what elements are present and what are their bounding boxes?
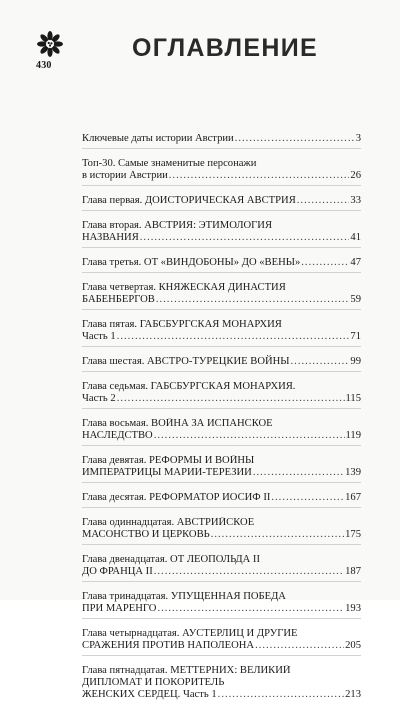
toc-entry[interactable]	[82, 319, 361, 347]
toc-entry-title-line: Глава шестая. АВСТРО-ТУРЕЦКИЕ ВОЙНЫ	[82, 356, 290, 367]
toc-page-ref: 187	[345, 566, 361, 577]
dot-leader	[117, 331, 350, 343]
toc-page-ref: 99	[350, 356, 361, 367]
toc-entry-last-line	[82, 640, 361, 652]
toc-entry-title-line: Глава вторая. АВСТРИЯ: ЭТИМОЛОГИЯ	[82, 220, 273, 231]
toc-page-ref: 193	[345, 603, 361, 614]
toc-entry-last-line	[82, 195, 361, 207]
toc-entry-last-line	[82, 566, 361, 578]
toc-entry-title-line: НАЗВАНИЯ	[82, 232, 139, 243]
toc-entry-last-line	[82, 603, 361, 615]
edelweiss-flower-icon	[36, 30, 64, 58]
toc-entry-title-line: Глава тринадцатая. УПУЩЕННАЯ ПОБЕДА	[82, 591, 286, 602]
toc-entry-title-line: ДИПЛОМАТ И ПОКОРИТЕЛЬ	[82, 677, 225, 688]
toc-entry-title-line: Глава четырнадцатая. АУСТЕРЛИЦ И ДРУГИЕ	[82, 628, 298, 639]
dot-leader	[291, 356, 350, 368]
dot-leader	[169, 170, 350, 182]
toc-entry-title-line: Ключевые даты истории Австрии	[82, 133, 234, 144]
toc-entry[interactable]	[82, 220, 361, 248]
toc-entry-title-line: СРАЖЕНИЯ ПРОТИВ НАПОЛЕОНА	[82, 640, 255, 651]
toc-entry[interactable]	[82, 554, 361, 582]
toc-entry-title-line: Глава двенадцатая. ОТ ЛЕОПОЛЬДА II	[82, 554, 260, 565]
toc-entry[interactable]	[82, 591, 361, 619]
dot-leader	[253, 467, 344, 479]
page-title: ОГЛАВЛЕНИЕ	[132, 34, 318, 62]
toc-entry-title-line: Глава первая. ДОИСТОРИЧЕСКАЯ АВСТРИЯ	[82, 195, 296, 206]
toc-entry-title-line: Глава пятая. ГАБСБУРГСКАЯ МОНАРХИЯ	[82, 319, 282, 330]
toc-entry-title-line: ПРИ МАРЕНГО	[82, 603, 157, 614]
toc-entry-title-line: Глава девятая. РЕФОРМЫ И ВОЙНЫ	[82, 455, 255, 466]
toc-entry-title-line: БАБЕНБЕРГОВ	[82, 294, 155, 305]
toc-page-ref: 213	[345, 689, 361, 700]
toc-page-ref: 47	[350, 257, 361, 268]
toc-page-ref: 3	[355, 133, 361, 144]
toc-page-ref: 26	[350, 170, 361, 181]
toc-entry[interactable]	[82, 455, 361, 483]
toc-entry-title-line: НАСЛЕДСТВО	[82, 430, 153, 441]
dot-leader	[235, 133, 355, 145]
toc-entry-last-line	[82, 294, 361, 306]
toc-entry-title-line: Глава четвертая. КНЯЖЕСКАЯ ДИНАСТИЯ	[82, 282, 286, 293]
toc-entry-last-line	[82, 257, 361, 269]
toc-page-ref: 33	[350, 195, 361, 206]
toc-entry[interactable]	[82, 195, 361, 211]
toc-page-ref: 59	[350, 294, 361, 305]
toc-entry-last-line	[82, 331, 361, 343]
page-number: 430	[36, 60, 52, 71]
toc-entry-title-line: Глава седьмая. ГАБСБУРГСКАЯ МОНАРХИЯ.	[82, 381, 296, 392]
dot-leader	[154, 430, 345, 442]
dot-leader	[301, 257, 349, 269]
toc-entry-title-line: ИМПЕРАТРИЦЫ МАРИИ-ТЕРЕЗИИ	[82, 467, 252, 478]
toc-page-ref: 71	[350, 331, 361, 342]
toc-page-ref: 115	[345, 393, 361, 404]
dot-leader	[297, 195, 350, 207]
toc-entry-last-line	[82, 393, 361, 405]
toc-entry[interactable]	[82, 158, 361, 186]
toc-page-ref: 175	[345, 529, 361, 540]
toc-entry-title-line: Глава пятнадцатая. МЕТТЕРНИХ: ВЕЛИКИЙ	[82, 665, 291, 676]
toc-entry-title-line: Часть 2	[82, 393, 116, 404]
toc-entry[interactable]	[82, 133, 361, 149]
toc-page-ref: 119	[345, 430, 361, 441]
toc-entry-title-line: Глава третья. ОТ «ВИНДОБОНЫ» ДО «ВЕНЫ»	[82, 257, 301, 268]
toc-entry-last-line	[82, 689, 361, 701]
toc-entry[interactable]	[82, 257, 361, 273]
toc-entry-title-line: ДО ФРАНЦА II	[82, 566, 153, 577]
toc-page-ref: 205	[345, 640, 361, 651]
toc-entry[interactable]	[82, 665, 361, 704]
dot-leader	[156, 294, 350, 306]
toc-page-ref: 167	[345, 492, 361, 503]
dot-leader	[157, 603, 344, 615]
dot-leader	[154, 566, 344, 578]
toc-entry-title-line: МАСОНСТВО И ЦЕРКОВЬ	[82, 529, 210, 540]
toc-entry[interactable]	[82, 517, 361, 545]
toc-entry-title-line: в истории Австрии	[82, 170, 168, 181]
toc-page-ref: 139	[345, 467, 361, 478]
toc-entry-last-line	[82, 133, 361, 145]
dot-leader	[140, 232, 350, 244]
toc-page-ref: 41	[350, 232, 361, 243]
toc-entry-last-line	[82, 170, 361, 182]
toc-entry-title-line: Глава десятая. РЕФОРМАТОР ИОСИФ II	[82, 492, 271, 503]
toc-entry[interactable]	[82, 418, 361, 446]
toc-entry-title-line: Топ-30. Самые знаменитые персонажи	[82, 158, 257, 169]
toc-entry[interactable]	[82, 381, 361, 409]
dot-leader	[271, 492, 344, 504]
toc-entry[interactable]	[82, 282, 361, 310]
toc-entry-last-line	[82, 430, 361, 442]
toc-entry-title-line: Глава одиннадцатая. АВСТРИЙСКОЕ	[82, 517, 255, 528]
dot-leader	[218, 689, 344, 701]
dot-leader	[211, 529, 344, 541]
table-of-contents	[82, 133, 361, 713]
toc-entry[interactable]	[82, 356, 361, 372]
toc-entry-last-line	[82, 492, 361, 504]
dot-leader	[255, 640, 344, 652]
toc-entry-last-line	[82, 232, 361, 244]
toc-entry-last-line	[82, 467, 361, 479]
toc-entry-title-line: Глава восьмая. ВОЙНА ЗА ИСПАНСКОЕ	[82, 418, 273, 429]
toc-entry-title-line: ЖЕНСКИХ СЕРДЕЦ. Часть 1	[82, 689, 217, 700]
toc-entry[interactable]	[82, 492, 361, 508]
toc-entry[interactable]	[82, 628, 361, 656]
toc-entry-last-line	[82, 529, 361, 541]
toc-entry-title-line: Часть 1	[82, 331, 116, 342]
toc-entry-last-line	[82, 356, 361, 368]
dot-leader	[117, 393, 345, 405]
